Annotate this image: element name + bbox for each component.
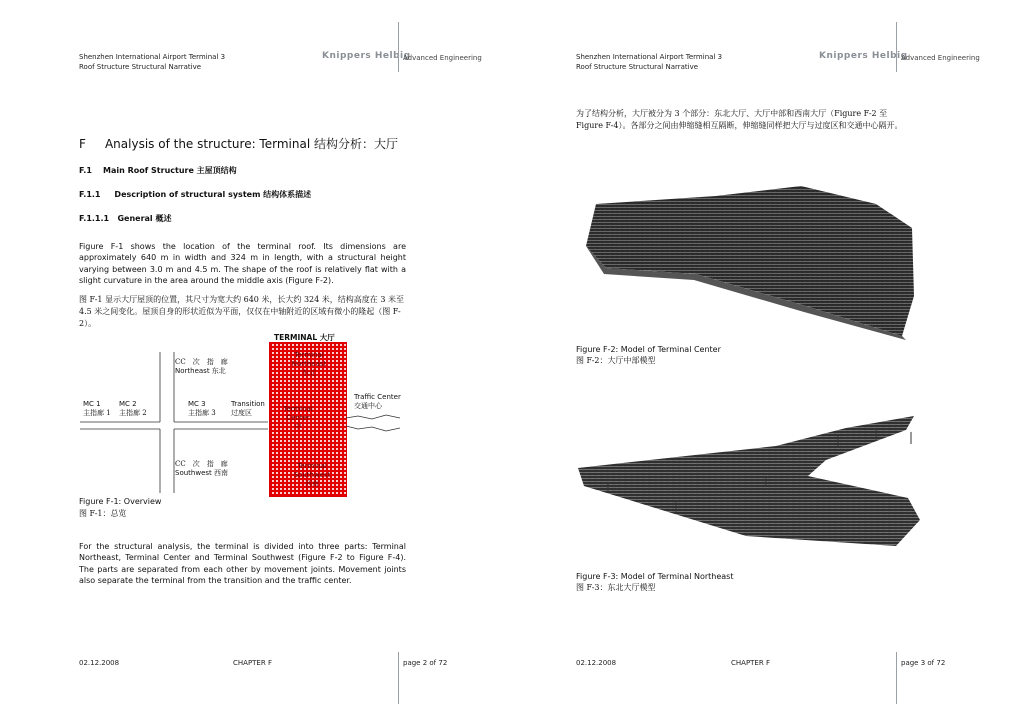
mc3-label: MC 3 主指廊 3 xyxy=(188,400,216,417)
footer-chapter: CHAPTER F xyxy=(731,659,770,667)
brand-logo: Knippers Helbig xyxy=(322,51,411,61)
traffic-lower xyxy=(346,426,400,431)
mc2-label: MC 2 主指廊 2 xyxy=(119,400,147,417)
heading-f111: F.1.1.1 General 概述 xyxy=(79,214,172,223)
cc-southwest-label: CC 次 指 廊 Southwest 西南 xyxy=(175,460,228,477)
footer-page: page 2 of 72 xyxy=(403,659,448,667)
paragraph-location-cn: 图 F-1 显示大厅屋顶的位置，其尺寸为宽大约 640 米，长大约 324 米，结构高度在 3 米至 4.5 米之间变化。屋顶自身的形状近似为平面，仅仅在中轴附近的区域有微小的隆起（图 F-2）。 xyxy=(79,295,404,328)
footer-divider xyxy=(896,652,897,704)
paragraph-division-cn: 为了结构分析，大厅被分为 3 个部分：东北大厅、大厅中部和西南大厅（Figure F-2 至 Figure F-4）。各部分之间由伸缩缝相互隔断，伸缩缝同样把大厅与过度区和交通中心隔开。 xyxy=(576,109,903,130)
zone-center-label: Terminal Center 中 xyxy=(283,405,313,431)
paragraph-location: Figure F-1 shows the location of the terminal roof. Its dimensions are approximately 640 m in width and 324 m in length, with a structural height varying between 3.0 m and 4.5 m. The shape of the roof is relatively flat with a slight curvature in the area around the middle axis (Figure F-2). xyxy=(79,242,406,286)
heading-f1: F.1 Main Roof Structure 主屋顶结构 xyxy=(79,166,237,175)
footer-page: page 3 of 72 xyxy=(901,659,946,667)
header-project: Shenzhen International Airport Terminal 3 xyxy=(576,53,723,61)
header-division: Advanced Engineering xyxy=(901,54,980,62)
paragraph-division: For the structural analysis, the terminal is divided into three parts: Terminal Northeast, Terminal Center and Terminal Southwest (Figure F-2 to Figure F-4). The parts are separated from each other by movement joints. Movement joints also separate the terminal from the transition and the traffic center. xyxy=(79,542,406,586)
header-subtitle: Roof Structure Structural Narrative xyxy=(79,63,202,71)
footer-divider xyxy=(398,652,399,704)
figure-f1-caption-cn: 图 F-1：总览 xyxy=(79,509,127,518)
figure-f2-caption: Figure F-2: Model of Terminal Center xyxy=(576,345,721,354)
header-project: Shenzhen International Airport Terminal 3 xyxy=(79,53,226,61)
heading-f11: F.1.1 Description of structural system 结构体系描述 xyxy=(79,190,312,199)
section-title: F Analysis of the structure: Terminal 结构分析：大厅 xyxy=(79,137,398,151)
figure-terminal-northeast-model xyxy=(576,408,922,570)
footer-date: 02.12.2008 xyxy=(576,659,617,667)
mc1-label: MC 1 主指廊 1 xyxy=(83,400,111,417)
document-page-right xyxy=(512,0,1024,724)
zone-northeast-label: Terminal Northeast 东北 xyxy=(291,351,327,377)
brand-logo: Knippers Helbig xyxy=(819,51,908,61)
header-division: Advanced Engineering xyxy=(403,54,482,62)
terminal-label: TERMINAL 大厅 xyxy=(274,333,335,342)
figure-f2-caption-cn: 图 F-2：大厅中部模型 xyxy=(576,356,656,365)
transition-label: Transition 过度区 xyxy=(231,400,265,417)
header-subtitle: Roof Structure Structural Narrative xyxy=(576,63,699,71)
cc-northeast-label: CC 次 指 廊 Northeast 东北 xyxy=(175,358,228,375)
traffic-upper xyxy=(346,415,400,419)
figure-f3-caption: Figure F-3: Model of Terminal Northeast xyxy=(576,572,734,581)
footer-date: 02.12.2008 xyxy=(79,659,120,667)
figure-terminal-center-model xyxy=(576,176,916,342)
header-divider xyxy=(896,22,897,72)
footer-chapter: CHAPTER F xyxy=(233,659,272,667)
figure-f3-caption-cn: 图 F-3：东北大厅模型 xyxy=(576,583,656,592)
traffic-center-label: Traffic Center 交通中心 xyxy=(354,393,401,410)
zone-southwest-label: Terminal Southwest 西南 xyxy=(293,462,331,488)
figure-f1-caption: Figure F-1: Overview xyxy=(79,497,162,506)
